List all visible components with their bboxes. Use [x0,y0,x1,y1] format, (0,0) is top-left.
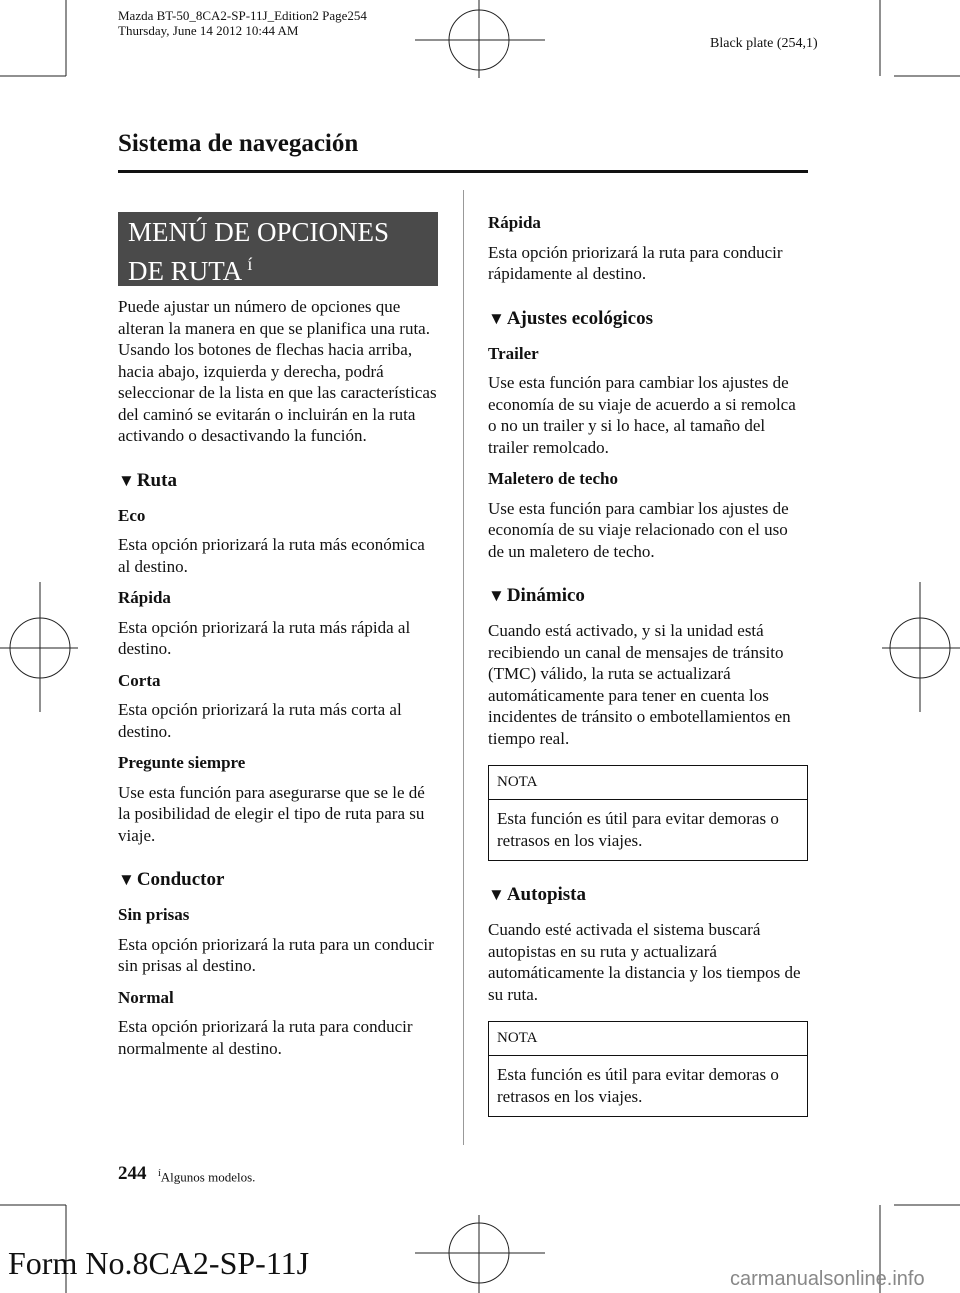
note-box-1 [488,765,808,861]
print-metadata [118,8,367,38]
text-normal: Esta opción priorizará la ruta para conducir normalmente al destino. [118,1017,413,1058]
plate-label: Black plate (254,1) [710,36,818,51]
form-number: Form No.8CA2-SP-11J [8,1245,310,1281]
right-column [488,212,808,1135]
intro-paragraph-1: Puede ajustar un número de opciones que alteran la manera en que se planifica una ruta. [118,297,430,338]
heading-dinamico: ▼ Dinámico [488,585,585,606]
print-meta-line2: Thursday, June 14 2012 10:44 AM [118,23,299,38]
section-banner [118,212,438,286]
registration-mark-right [882,582,960,712]
registration-mark-top [415,0,545,78]
text-rapida-conductor: Esta opción priorizará la ruta para conducir rápidamente al destino. [488,242,783,283]
registration-mark-left [0,582,78,712]
banner-line2: DE RUTA $^í$ [128,254,253,286]
heading-ajustes-ecologicos: ▼ Ajustes ecológicos [488,307,653,329]
note-heading: NOTA [489,1022,807,1056]
triangle-down-icon: ▼ [118,870,135,889]
text-autopista: Cuando esté activada el sistema buscará autopistas en su ruta y actualizará automáticamente la distancia y los tiempos de su ruta. [488,920,801,1004]
left-column [118,212,438,1069]
note-text: Esta función es útil para evitar demoras o retrasos en los viajes. [497,809,779,850]
heading-ruta: ▼ Ruta [118,469,177,491]
heading-conductor: ▼ Conductor [118,869,225,890]
column-divider [463,190,464,1145]
text-maletero: Use esta función para cambiar los ajustes de economía de su viaje relacionado con el uso de un maletero de techo. [488,498,789,561]
registration-mark-bottom [415,1215,545,1293]
label-rapida: Rápida [118,588,171,607]
label-trailer: Trailer [488,343,539,363]
triangle-down-icon: ▼ [118,470,135,490]
heading-autopista: ▼ Autopista [488,884,587,905]
footnote: $^í$Algunos modelos. [158,1168,256,1185]
label-normal: Normal [118,987,174,1007]
triangle-down-icon: ▼ [488,308,505,328]
triangle-down-icon: ▼ [488,586,505,605]
text-eco: Esta opción priorizará la ruta más económica al destino. [118,535,425,576]
text-rapida: Esta opción priorizará la ruta más rápida al destino. [118,617,411,658]
section-title: Sistema de navegación [118,130,359,157]
label-pregunte: Pregunte siempre [118,753,246,772]
intro-paragraph-2: Usando los botones de flechas hacia arriba, hacia abajo, izquierda y derecha, podrá seleccionar de la lista en que las características del caminó se evitarán o incluirán en la ruta activando o desactivando la función. [118,340,437,445]
watermark: carmanualsonline.info [730,1268,925,1290]
text-trailer: Use esta función para cambiar los ajustes de economía de su viaje de acuerdo a si remolca o no un trailer y si lo hace, al tamaño del trailer remolcado. [488,373,796,457]
label-eco: Eco [118,505,146,525]
label-maletero: Maletero de techo [488,469,618,488]
note-heading: NOTA [489,766,807,800]
note-box-2 [488,1021,808,1117]
banner-line1: MENÚ DE OPCIONES [128,217,390,247]
label-sin-prisas: Sin prisas [118,905,190,924]
label-corta: Corta [118,670,161,690]
page-number: 244 [118,1163,147,1184]
text-corta: Esta opción priorizará la ruta más corta al destino. [118,700,402,741]
text-pregunte: Use esta función para asegurarse que se le dé la posibilidad de elegir el tipo de ruta para su viaje. [118,782,425,845]
text-sin-prisas: Esta opción priorizará la ruta para un conducir sin prisas al destino. [118,934,434,975]
star-icon: í [158,1168,161,1179]
header-rule [118,170,808,173]
label-rapida-conductor: Rápida [488,213,541,232]
print-meta-line1: Mazda BT-50_8CA2-SP-11J_Edition2 Page254 [118,8,367,23]
star-icon: í [247,254,253,274]
note-text: Esta función es útil para evitar demoras o retrasos en los viajes. [497,1065,779,1106]
text-dinamico: Cuando está activado, y si la unidad está recibiendo un canal de mensajes de tránsito (TMC) válido, la ruta se actualizará automáticamente para tener en cuenta los incidentes de tránsito o embotellamientos en tiempo real. [488,621,791,748]
triangle-down-icon: ▼ [488,885,505,904]
